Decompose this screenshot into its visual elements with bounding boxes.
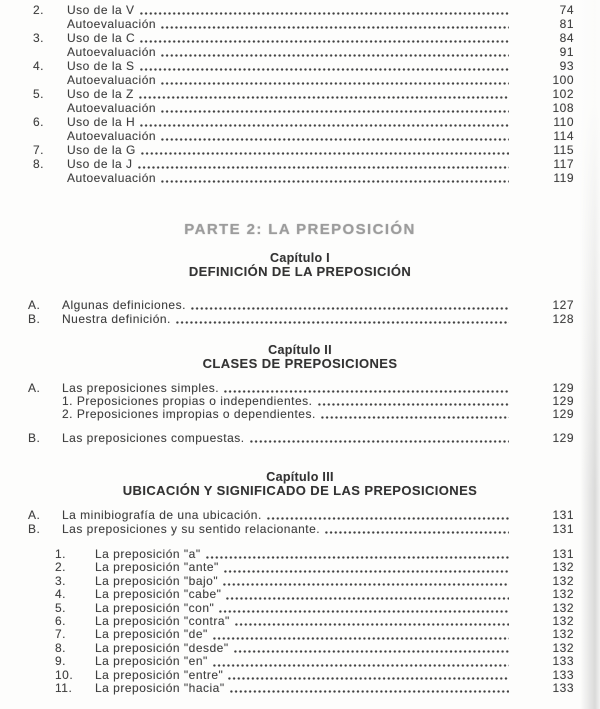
part-title: PARTE 2: LA PREPOSICIÓN xyxy=(184,221,416,238)
page-number: 129 xyxy=(552,381,574,395)
entry-letter: B. xyxy=(28,312,41,326)
entry-label: La preposición "con" xyxy=(95,600,215,615)
page-number: 132 xyxy=(552,614,574,629)
entry-number: 5. xyxy=(55,600,67,615)
toc-entry xyxy=(33,59,577,73)
toc-entry xyxy=(33,87,577,101)
toc-entry xyxy=(28,431,577,445)
entry-label: Las preposiciones compuestas. xyxy=(62,431,245,445)
toc-entry xyxy=(28,312,577,326)
dot-leader xyxy=(230,690,509,693)
page-number: 100 xyxy=(552,73,574,87)
toc-entry xyxy=(33,31,577,45)
dot-leader xyxy=(176,321,509,324)
page-number: 132 xyxy=(552,600,574,615)
toc-sub-entry xyxy=(55,615,577,628)
page-number: 117 xyxy=(553,157,574,171)
chapter3-subtitle: UBICACIÓN Y SIGNIFICADO DE LAS PREPOSICIONES xyxy=(122,483,478,498)
dot-leader xyxy=(141,152,509,155)
entry-label: La preposición "contra" xyxy=(95,614,230,629)
chapter1-entries xyxy=(28,298,577,326)
chapter2-heading xyxy=(0,343,600,371)
entry-label: Uso de la V xyxy=(67,3,135,17)
toc-entry xyxy=(33,45,577,59)
chapter1-heading xyxy=(0,251,600,279)
toc-sub-entry xyxy=(55,602,577,615)
toc-entry xyxy=(28,522,577,536)
entry-number: 1. xyxy=(55,547,67,561)
entry-number: 2. xyxy=(55,560,67,575)
dot-leader xyxy=(161,138,509,141)
page-number: 133 xyxy=(552,654,574,669)
entry-label: La preposición "hacia" xyxy=(95,681,225,696)
entry-label: La preposición "de" xyxy=(95,627,208,642)
entry-label: La preposición "a" xyxy=(95,547,201,561)
chapter3-entries xyxy=(28,508,577,536)
toc-entry xyxy=(33,3,577,17)
entry-label: Las preposiciones simples. xyxy=(62,381,220,395)
entry-number: 2. xyxy=(33,3,45,17)
entry-number: 6. xyxy=(55,614,67,629)
toc-entry xyxy=(33,73,577,87)
entry-letter: B. xyxy=(28,522,41,536)
dot-leader xyxy=(206,556,509,559)
dot-leader xyxy=(161,180,509,183)
dot-leader xyxy=(224,390,509,393)
toc-sub-entry xyxy=(55,628,577,641)
chapter2-subtitle: CLASES DE PREPOSICIONES xyxy=(202,356,398,371)
entry-label: Uso de la J xyxy=(67,157,133,171)
chapter2-entry-a-wrap xyxy=(28,381,577,395)
toc-sub-entry xyxy=(55,588,577,601)
toc-sub-entry xyxy=(55,642,577,655)
entry-label: La preposición "bajo" xyxy=(95,573,219,588)
entry-label: Autoevaluación xyxy=(67,129,157,143)
toc-entry xyxy=(33,17,577,31)
entry-number: 4. xyxy=(33,59,45,73)
dot-leader xyxy=(139,96,509,99)
entry-number: 4. xyxy=(55,587,67,602)
toc-entry xyxy=(33,129,577,143)
chapter1-title: Capítulo I xyxy=(270,251,330,265)
toc-entry xyxy=(28,298,577,312)
dot-leader xyxy=(140,40,509,43)
dot-leader xyxy=(161,110,509,113)
dot-leader xyxy=(228,677,509,680)
toc-entry xyxy=(33,143,577,157)
entry-label: Uso de la C xyxy=(67,31,136,45)
page-number: 132 xyxy=(552,587,574,602)
toc-sub-entry xyxy=(55,655,577,668)
page-number: 127 xyxy=(552,298,574,312)
dot-leader xyxy=(267,517,509,520)
page-number: 129 xyxy=(552,431,574,445)
dot-leader xyxy=(161,82,509,85)
dot-leader xyxy=(224,570,509,573)
page-number: 84 xyxy=(559,31,574,45)
toc-entry xyxy=(28,381,577,395)
entry-label: Autoevaluación xyxy=(67,171,157,185)
entry-label: Autoevaluación xyxy=(67,101,157,115)
page-number: 129 xyxy=(552,407,574,421)
entry-label: La preposición "desde" xyxy=(95,640,229,655)
dot-leader xyxy=(321,416,509,419)
toc-sub-entry xyxy=(55,561,577,574)
entry-number: 5. xyxy=(33,87,45,101)
entry-number: 7. xyxy=(55,627,67,642)
dot-leader xyxy=(234,650,509,653)
page-number: 74 xyxy=(559,3,574,17)
dot-leader xyxy=(191,307,509,310)
chapter3-sub-entries xyxy=(55,548,577,695)
toc-sub-entry xyxy=(55,682,577,695)
dot-leader xyxy=(138,166,509,169)
chapter1-subtitle: DEFINICIÓN DE LA PREPOSICIÓN xyxy=(188,264,412,279)
entry-letter: A. xyxy=(28,381,41,395)
page-number: 132 xyxy=(552,640,574,655)
dot-leader xyxy=(250,440,509,443)
entry-letter: A. xyxy=(28,508,41,522)
dot-leader xyxy=(140,124,509,127)
dot-leader xyxy=(325,531,509,534)
chapter3-title: Capítulo III xyxy=(266,470,334,484)
entry-number: 8. xyxy=(33,157,45,171)
page-number: 132 xyxy=(552,560,574,575)
entry-label: La preposición "en" xyxy=(95,654,208,669)
entry-label: Uso de la Z xyxy=(67,87,134,101)
page-number: 131 xyxy=(552,547,574,561)
entry-number: 3. xyxy=(33,31,45,45)
entry-number: 11. xyxy=(55,681,73,696)
chapter2-sub-entries xyxy=(62,395,577,421)
entry-label: Uso de la S xyxy=(67,59,135,73)
entry-letter: A. xyxy=(28,298,41,312)
entry-label: La preposición "cabe" xyxy=(95,587,222,602)
entry-label: 1. Preposiciones propias o independientes. xyxy=(62,394,313,408)
entry-label: La minibiografía de una ubicación. xyxy=(62,508,262,522)
toc-entry xyxy=(33,101,577,115)
entry-label: Uso de la G xyxy=(67,143,136,157)
chapter2-entry-b-wrap xyxy=(28,431,577,445)
toc-sub-entry xyxy=(62,408,577,421)
toc-sub-entry xyxy=(55,575,577,588)
dot-leader xyxy=(235,623,509,626)
entry-number: 10. xyxy=(55,667,74,682)
page-number: 132 xyxy=(552,627,574,642)
page-number: 133 xyxy=(552,667,574,682)
page-number: 119 xyxy=(553,171,574,185)
dot-leader xyxy=(223,583,509,586)
page-number: 102 xyxy=(552,87,574,101)
entry-number: 9. xyxy=(55,654,67,669)
page-number: 114 xyxy=(553,129,574,143)
toc-entry xyxy=(33,171,577,185)
page-number: 132 xyxy=(552,573,574,588)
toc-sub-entry xyxy=(55,548,577,561)
entry-number: 8. xyxy=(55,640,67,655)
entry-label: La preposición "ante" xyxy=(95,560,219,575)
dot-leader xyxy=(140,68,509,71)
chapter3-heading xyxy=(0,470,600,498)
entry-label: Autoevaluación xyxy=(67,73,157,87)
dot-leader xyxy=(213,664,509,667)
page-number: 129 xyxy=(552,394,574,408)
dot-leader xyxy=(140,12,509,15)
dot-leader xyxy=(219,610,509,613)
page-number: 81 xyxy=(559,17,574,31)
entry-letter: B. xyxy=(28,431,41,445)
page-number: 108 xyxy=(552,101,574,115)
entry-number: 6. xyxy=(33,115,45,129)
page-number: 110 xyxy=(553,115,574,129)
page-number: 91 xyxy=(559,45,574,59)
entry-label: 2. Preposiciones impropias o dependientes. xyxy=(62,407,316,421)
toc-entry xyxy=(33,115,577,129)
entry-number: 7. xyxy=(33,143,45,157)
dot-leader xyxy=(318,403,510,406)
page-number: 131 xyxy=(552,522,574,536)
dot-leader xyxy=(161,26,509,29)
entry-label: Uso de la H xyxy=(67,115,136,129)
toc-top-list xyxy=(33,0,577,185)
entry-label: La preposición "entre" xyxy=(95,667,224,682)
toc-entry xyxy=(33,157,577,171)
entry-label: Nuestra definición. xyxy=(62,312,171,326)
page-number: 115 xyxy=(553,143,574,157)
entry-label: Algunas definiciones. xyxy=(62,298,186,312)
chapter2-title: Capítulo II xyxy=(268,343,332,357)
page-number: 131 xyxy=(552,508,574,522)
page-number: 128 xyxy=(552,312,574,326)
page-number: 133 xyxy=(552,681,574,696)
toc-entry xyxy=(28,508,577,522)
entry-label: Autoevaluación xyxy=(67,17,157,31)
dot-leader xyxy=(226,597,509,600)
entry-number: 3. xyxy=(55,573,67,588)
entry-label: Autoevaluación xyxy=(67,45,157,59)
page-number: 93 xyxy=(559,59,574,73)
entry-label: Las preposiciones y su sentido relacionante. xyxy=(62,522,321,536)
dot-leader xyxy=(161,54,509,57)
dot-leader xyxy=(213,637,509,640)
toc-sub-entry xyxy=(55,669,577,682)
